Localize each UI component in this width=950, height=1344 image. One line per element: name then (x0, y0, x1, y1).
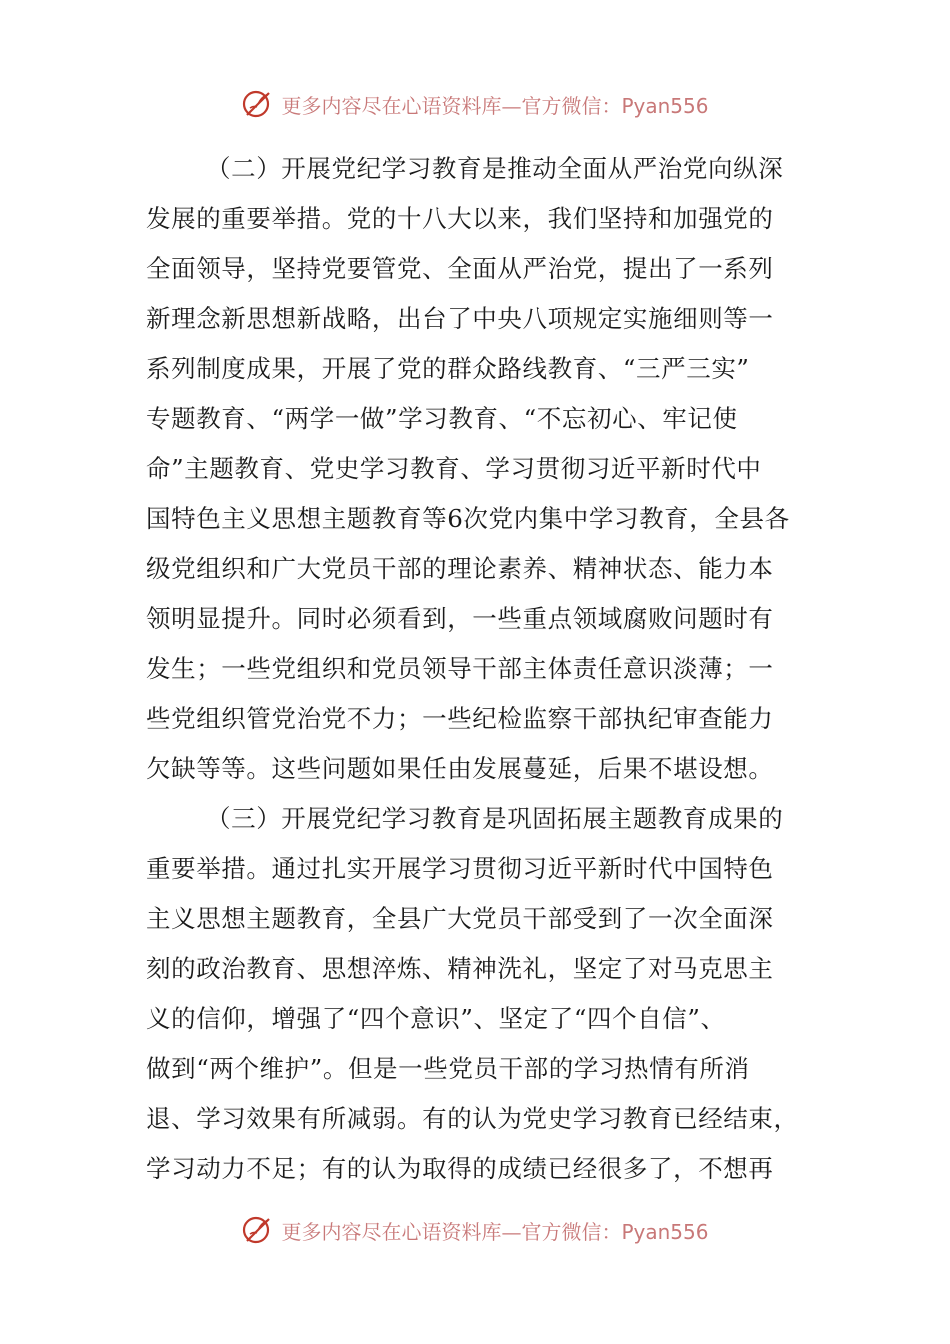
text-line: 领明显提升。同时必须看到，一些重点领域腐败问题时有 (146, 604, 774, 633)
banner-dash: — (501, 1219, 522, 1244)
header-banner-text (281, 90, 708, 119)
text-line: 级党组织和广大党员干部的理论素养、精神状态、能力本 (146, 554, 774, 583)
banner-wechat: 官方微信：Pyan556 (521, 93, 709, 118)
text-line: 欠缺等等。这些问题如果任由发展蔓延，后果不堪设想。 (146, 754, 774, 783)
document-body (146, 144, 806, 1194)
text-line: （三）开展党纪学习教育是巩固拓展主题教育成果的 (206, 804, 784, 833)
text-line: 全面领导，坚持党要管党、全面从严治党，提出了一系列 (146, 254, 774, 283)
text-line: 国特色主义思想主题教育等6次党内集中学习教育，全县各 (146, 504, 790, 533)
text-line: 发展的重要举措。党的十八大以来，我们坚持和加强党的 (146, 204, 774, 233)
footer-banner-inner (241, 1213, 708, 1247)
text-line: 系列制度成果，开展了党的群众路线教育、“三严三实” (146, 354, 750, 383)
text-line: 刻的政治教育、思想淬炼、精神洗礼，坚定了对马克思主 (146, 954, 774, 983)
text-line: 命”主题教育、党史学习教育、学习贯彻习近平新时代中 (146, 454, 762, 483)
text-line: 做到“两个维护”。但是一些党员干部的学习热情有所消 (146, 1054, 750, 1083)
text-line: 新理念新思想新战略，出台了中央八项规定实施细则等一 (146, 304, 774, 333)
banner-wechat: 官方微信：Pyan556 (521, 1219, 709, 1244)
text-line: 发生；一些党组织和党员领导干部主体责任意识淡薄；一 (146, 654, 774, 683)
header-banner (0, 84, 950, 124)
banner-dash: — (501, 93, 522, 118)
text-line: 些党组织管党治党不力；一些纪检监察干部执纪审查能力 (146, 704, 774, 733)
footer-banner-text (281, 1216, 708, 1245)
footer-banner (0, 1210, 950, 1250)
text-line: 退、学习效果有所减弱。有的认为党史学习教育已经结束， (146, 1104, 799, 1133)
header-banner-inner (241, 87, 708, 121)
banner-site-name: 更多内容尽在心语资料库 (281, 1219, 502, 1244)
quill-pen-logo-icon (241, 1213, 275, 1247)
text-line: 义的信仰，增强了“四个意识”、坚定了“四个自信”、 (146, 1004, 726, 1033)
quill-pen-logo-icon (241, 87, 275, 121)
text-line: （二）开展党纪学习教育是推动全面从严治党向纵深 (206, 154, 784, 183)
banner-site-name: 更多内容尽在心语资料库 (281, 93, 502, 118)
text-line: 重要举措。通过扎实开展学习贯彻习近平新时代中国特色 (146, 854, 774, 883)
text-line: 学习动力不足；有的认为取得的成绩已经很多了，不想再 (146, 1154, 774, 1183)
text-line: 专题教育、“两学一做”学习教育、“不忘初心、牢记使 (146, 404, 738, 433)
text-line: 主义思想主题教育，全县广大党员干部受到了一次全面深 (146, 904, 774, 933)
